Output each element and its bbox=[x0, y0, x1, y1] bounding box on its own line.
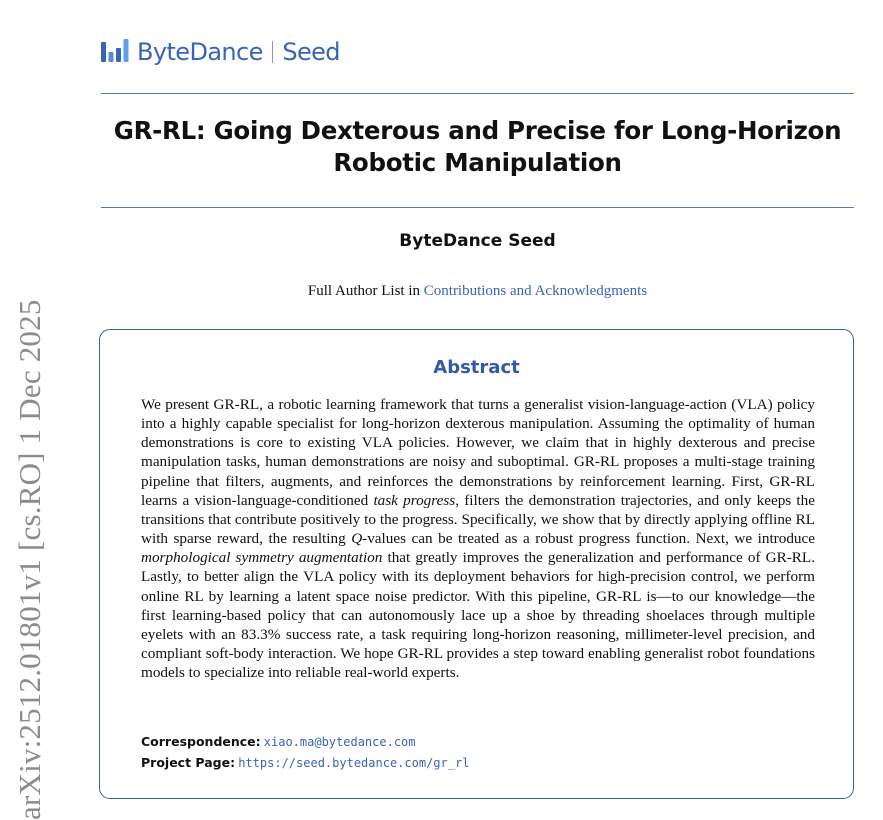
arxiv-identifier-stamp: arXiv:2512.01801v1 [cs.RO] 1 Dec 2025 bbox=[12, 299, 47, 820]
bytedance-seed-logo bbox=[101, 38, 340, 66]
author-list-prefix: Full Author List in bbox=[307, 283, 421, 299]
abstract-text: We present GR-RL, a robotic learning framework that turns a generalist vision-language-action (VLA) policy into a highly capable specialist for long-horizon dexterous manipulation. Assuming the optimality of human demonstrations is core to existing VLA policies. However, we claim that in highly dexterous and precise manipulation tasks, human demonstrations are noisy and suboptimal. GR-RL proposes a multi-stage training pipeline that filters, augments, and reinforces the demonstrations by reinforcement learning. First, GR-RL learns a vision-language-conditioned bbox=[141, 396, 815, 509]
author-list-note bbox=[101, 283, 854, 300]
title-top-rule bbox=[101, 93, 854, 94]
abstract-math-q: Q bbox=[351, 530, 363, 548]
project-page-line bbox=[141, 755, 469, 771]
correspondence-label: Correspondence: bbox=[141, 734, 261, 749]
logo-brand-text: ByteDance bbox=[137, 38, 263, 66]
title-bottom-rule bbox=[101, 207, 854, 208]
abstract-box bbox=[99, 329, 854, 799]
abstract-text: , filters the demonstration trajectories, and only keeps the transitions that contribute positively to the progress. Specifically, we show that by directly applying offline RL with sparse reward, the resulting bbox=[141, 491, 815, 548]
abstract-text: -values can be treated as a robust progress function. Next, we introduce bbox=[362, 530, 815, 548]
correspondence-line bbox=[141, 734, 416, 750]
abstract-text: that greatly improves the generalization and performance of GR-RL. Lastly, to better align the VLA policy with its deployment behaviors for high-precision control, we perform online RL by learning a latent space noise predictor. With this pipeline, GR-RL is—to our knowledge—the first learning-based policy that can autonomously lace up a shoe by threading shoelaces through multiple eyelets with an 83.3% success rate, a task requiring long-horizon reasoning, millimeter-level precision, and compliant soft-body interaction. We hope GR-RL provides a step toward enabling generalist robot foundations models to specialize into reliable real-world experts. bbox=[141, 549, 815, 682]
paper-title: GR-RL: Going Dexterous and Precise for Long-Horizon Robotic Manipulation bbox=[113, 116, 842, 177]
bytedance-logo-icon bbox=[101, 39, 129, 65]
abstract-emphasis: task progress bbox=[373, 491, 456, 509]
contributions-link[interactable]: Contributions and Acknowledgments bbox=[423, 283, 648, 299]
logo-sub-brand-text: Seed bbox=[282, 38, 340, 66]
author-name: ByteDance Seed bbox=[399, 231, 556, 251]
abstract-heading: Abstract bbox=[433, 357, 520, 378]
project-page-label: Project Page: bbox=[141, 755, 236, 770]
project-page-link[interactable]: https://seed.bytedance.com/gr_rl bbox=[238, 756, 470, 770]
logo-separator bbox=[272, 41, 274, 63]
abstract-emphasis: morphological symmetry augmentation bbox=[141, 549, 383, 567]
correspondence-email-link[interactable]: xiao.ma@bytedance.com bbox=[263, 735, 416, 749]
abstract-body bbox=[141, 395, 815, 682]
